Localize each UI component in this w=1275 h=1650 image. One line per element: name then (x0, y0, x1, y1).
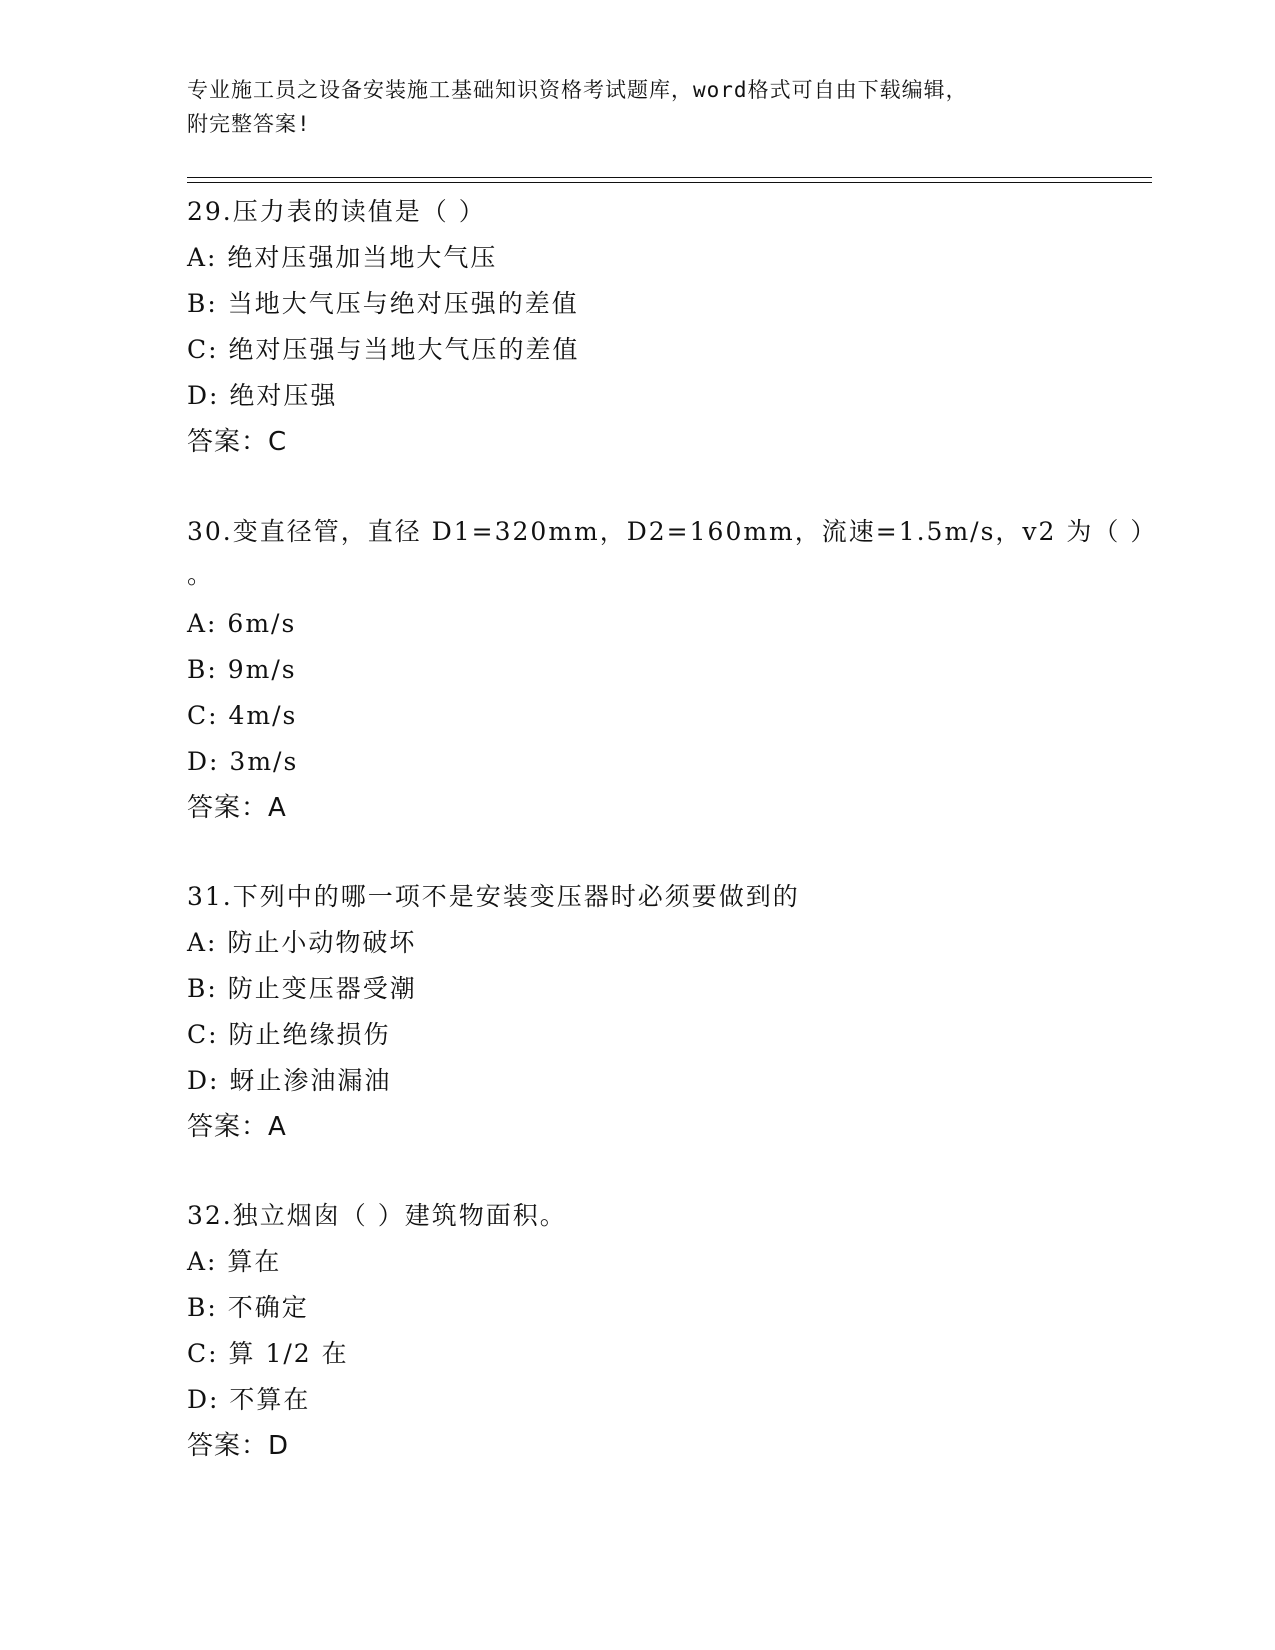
option-c: C: 4m/s (187, 701, 298, 730)
document-header (187, 73, 1067, 141)
option-d: D: 3m/s (187, 747, 299, 776)
header-divider-bottom (187, 182, 1152, 183)
header-divider-top (187, 177, 1152, 178)
option-a: A: 防止小动物破坏 (187, 928, 417, 957)
header-line-2: 附完整答案! (187, 112, 311, 136)
answer: 答案：D (187, 1431, 290, 1461)
question-31 (187, 874, 1087, 1150)
option-a: A: 6m/s (187, 609, 297, 638)
option-d: D: 蚜止渗油漏油 (187, 1066, 392, 1095)
option-b: B: 9m/s (187, 655, 297, 684)
option-a: A: 绝对压强加当地大气压 (187, 243, 498, 272)
question-29 (187, 189, 1087, 465)
answer: 答案：C (187, 427, 288, 457)
question-stem-continuation: 。 (187, 560, 215, 589)
question-stem: 30.变直径管，直径 D1=320mm，D2=160mm，流速=1.5m/s，v2 为（ ） (187, 517, 1158, 546)
option-b: B: 防止变压器受潮 (187, 974, 417, 1003)
option-c: C: 绝对压强与当地大气压的差值 (187, 335, 580, 364)
question-stem: 31.下列中的哪一项不是安装变压器时必须要做到的 (187, 882, 800, 911)
answer: 答案：A (187, 793, 287, 823)
option-c: C: 算 1/2 在 (187, 1339, 349, 1368)
option-d: D: 不算在 (187, 1385, 311, 1414)
header-line-1: 专业施工员之设备安装施工基础知识资格考试题库，word格式可自由下载编辑， (187, 78, 968, 102)
option-d: D: 绝对压强 (187, 381, 338, 410)
question-stem: 32.独立烟囱（ ）建筑物面积。 (187, 1201, 567, 1230)
option-b: B: 当地大气压与绝对压强的差值 (187, 289, 579, 318)
answer: 答案：A (187, 1112, 287, 1142)
question-stem: 29.压力表的读值是（ ） (187, 197, 486, 226)
question-32 (187, 1193, 1087, 1469)
question-30 (187, 509, 1158, 831)
option-a: A: 算在 (187, 1247, 282, 1276)
option-b: B: 不确定 (187, 1293, 309, 1322)
option-c: C: 防止绝缘损伤 (187, 1020, 391, 1049)
